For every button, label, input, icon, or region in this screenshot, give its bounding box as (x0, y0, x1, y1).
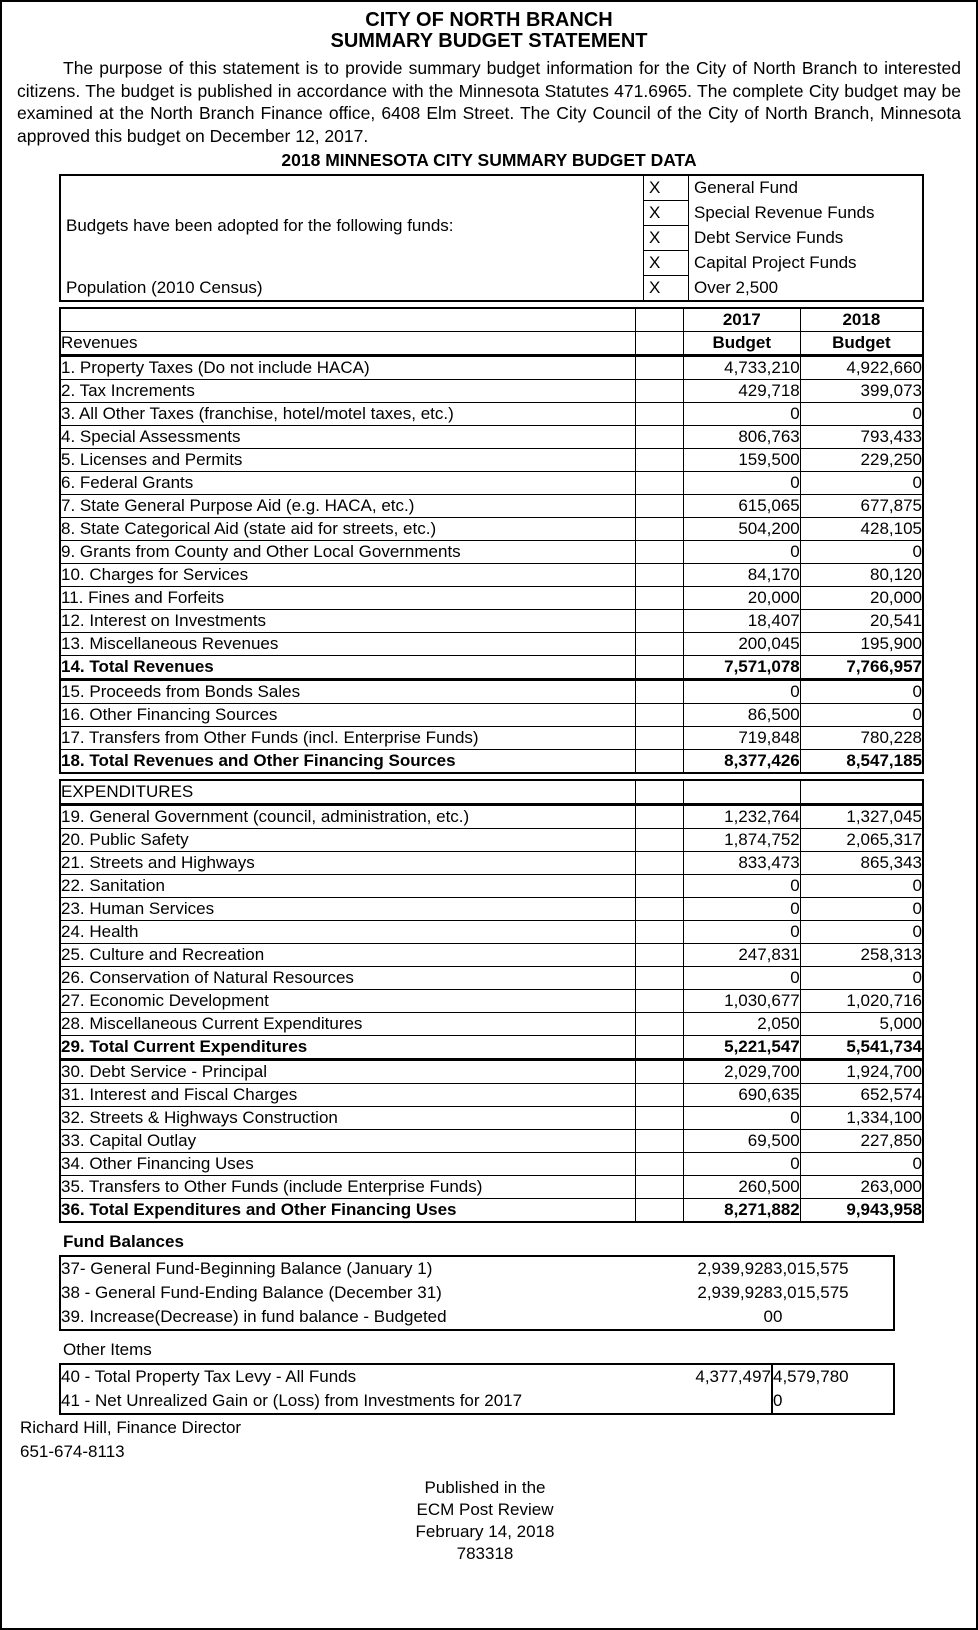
row-gap (636, 633, 684, 656)
row-value-2017: 0 (684, 898, 801, 921)
row-value-2017: 20,000 (684, 587, 801, 610)
row-gap (636, 898, 684, 921)
published-line-2: ECM Post Review (416, 1500, 554, 1519)
row-gap (636, 1013, 684, 1036)
row-value-2017: 0 (684, 403, 801, 426)
row-label: 18. Total Revenues and Other Financing Sources (61, 750, 636, 772)
row-gap (636, 357, 684, 380)
row-gap (636, 829, 684, 852)
row-gap (636, 1130, 684, 1153)
row-gap (636, 1036, 684, 1061)
title-line-2: SUMMARY BUDGET STATEMENT (330, 30, 648, 52)
row-value-2018: 0 (801, 1153, 922, 1176)
row-label: 25. Culture and Recreation (61, 944, 636, 967)
fund-checkbox-special-revenue-funds[interactable]: X (644, 201, 689, 226)
row-value-2018: 4,579,780 (773, 1367, 849, 1386)
row-label: 6. Federal Grants (61, 472, 636, 495)
table-row (61, 426, 922, 449)
table-row (61, 610, 922, 633)
row-label: 22. Sanitation (61, 875, 636, 898)
row-value-2018: 677,875 (801, 495, 922, 518)
row-value-2018: 0 (801, 875, 922, 898)
row-value-2017: 504,200 (684, 518, 801, 541)
row-gap (636, 990, 684, 1013)
row-value-2017: 0 (684, 967, 801, 990)
funds-prompt: Budgets have been adopted for the following funds: (66, 215, 454, 235)
column-subheader-2018-budget: Budget (801, 332, 922, 357)
table-row (61, 1130, 922, 1153)
header-blank-cell (61, 309, 636, 332)
expenditures-section-label: EXPENDITURES (61, 781, 636, 806)
row-value-2017: 429,718 (684, 380, 801, 403)
row-value-2018: 258,313 (801, 944, 922, 967)
row-value-2017: 1,232,764 (684, 806, 801, 829)
table-row (61, 1084, 922, 1107)
row-value-2018: 0 (801, 403, 922, 426)
row-value-2018: 0 (773, 1305, 894, 1330)
row-value-2018: 3,015,575 (773, 1283, 849, 1302)
column-header-2017: 2017 (684, 309, 801, 332)
row-value-2017: 159,500 (684, 449, 801, 472)
fund-label-capital-project-funds: Capital Project Funds (694, 253, 857, 272)
table-row (60, 1364, 894, 1389)
row-label: 23. Human Services (61, 898, 636, 921)
row-gap (636, 704, 684, 727)
row-value-2018: 428,105 (801, 518, 922, 541)
table-row-total (61, 1036, 922, 1061)
table-row (60, 1256, 894, 1281)
row-value-2017: 18,407 (684, 610, 801, 633)
other-items-heading: Other Items (63, 1340, 152, 1359)
row-label: 34. Other Financing Uses (61, 1153, 636, 1176)
row-label: 21. Streets and Highways (61, 852, 636, 875)
row-value-2018: 227,850 (801, 1130, 922, 1153)
funds-row (60, 175, 923, 201)
header-gap-cell (636, 332, 684, 357)
row-value-2017: 0 (684, 1107, 801, 1130)
row-gap (636, 1061, 684, 1084)
row-gap (636, 967, 684, 990)
row-value-2017: 260,500 (684, 1176, 801, 1199)
row-value-2017: 1,030,677 (684, 990, 801, 1013)
intro-paragraph: The purpose of this statement is to provide summary budget information for the City of North Branch to interested citizens. The budget is published in accordance with the Minnesota Statutes 471.6965. The complete City budget may be examined at the North Branch Finance office, 6408 Elm Street. The City Council of the City of North Branch, Minnesota approved this budget on December 12, 2017. (17, 58, 961, 146)
other-items-table (59, 1363, 895, 1415)
row-label: 4. Special Assessments (61, 426, 636, 449)
row-label: 33. Capital Outlay (61, 1130, 636, 1153)
row-value-2017: 690,635 (684, 1084, 801, 1107)
table-row-total (61, 750, 922, 772)
row-value-2018: 5,000 (801, 1013, 922, 1036)
table-row (61, 898, 922, 921)
row-value-2018: 793,433 (801, 426, 922, 449)
header-gap-cell (636, 309, 684, 332)
row-label: 36. Total Expenditures and Other Financing Uses (61, 1199, 636, 1221)
row-value-2017: 4,733,210 (684, 357, 801, 380)
row-value-2018: 0 (801, 541, 922, 564)
row-value-2018: 0 (801, 472, 922, 495)
row-value-2018: 652,574 (801, 1084, 922, 1107)
row-label: 31. Interest and Fiscal Charges (61, 1084, 636, 1107)
table-header-row-budget (61, 332, 922, 357)
row-gap (636, 1084, 684, 1107)
fund-checkbox-general-fund[interactable]: X (644, 175, 689, 201)
table-row (61, 403, 922, 426)
row-value-2018: 80,120 (801, 564, 922, 587)
row-label: 29. Total Current Expenditures (61, 1036, 636, 1061)
row-label: 14. Total Revenues (61, 656, 636, 681)
table-row (61, 1107, 922, 1130)
finance-director-name: Richard Hill, Finance Director (20, 1418, 242, 1437)
row-value-2018: 0 (801, 967, 922, 990)
table-row (61, 564, 922, 587)
column-subheader-2017-budget: Budget (684, 332, 801, 357)
row-value-2018: 1,334,100 (801, 1107, 922, 1130)
row-value-2017: 200,045 (684, 633, 801, 656)
fund-label-general-fund: General Fund (694, 178, 798, 198)
table-row (61, 875, 922, 898)
row-value-2018: 0 (772, 1389, 894, 1414)
row-value-2018: 865,343 (801, 852, 922, 875)
row-value-2018: 20,541 (801, 610, 922, 633)
revenues-table-wrap (59, 307, 962, 774)
row-value-2017: 2,939,928 (697, 1283, 773, 1302)
row-gap (636, 852, 684, 875)
row-value-2017: 0 (684, 472, 801, 495)
row-label: 15. Proceeds from Bonds Sales (61, 681, 636, 704)
table-row (61, 829, 922, 852)
row-value-2017: 2,050 (684, 1013, 801, 1036)
row-gap (636, 921, 684, 944)
row-gap (636, 781, 684, 806)
table-row (61, 921, 922, 944)
row-value-2017 (615, 1389, 772, 1414)
row-value-2017: 247,831 (684, 944, 801, 967)
table-row (61, 990, 922, 1013)
row-value-2017: 0 (684, 541, 801, 564)
row-value-2017: 2,029,700 (684, 1061, 801, 1084)
row-label: 10. Charges for Services (61, 564, 636, 587)
table-row (61, 1176, 922, 1199)
fund-label-debt-service-funds: Debt Service Funds (694, 228, 844, 247)
row-value-2017: 0 (684, 921, 801, 944)
table-row (61, 704, 922, 727)
row-value-2018: 7,766,957 (801, 656, 922, 681)
row-value-2017: 86,500 (684, 704, 801, 727)
row-gap (636, 1199, 684, 1221)
row-label: 11. Fines and Forfeits (61, 587, 636, 610)
row-label: 27. Economic Development (61, 990, 636, 1013)
column-header-2018: 2018 (801, 309, 922, 332)
row-label: 40 - Total Property Tax Levy - All Funds (61, 1367, 357, 1386)
fund-balances-table (59, 1255, 895, 1331)
row-gap (636, 541, 684, 564)
row-gap (636, 1153, 684, 1176)
row-gap (636, 403, 684, 426)
row-label: 2. Tax Increments (61, 380, 636, 403)
row-value-2018: 20,000 (801, 587, 922, 610)
row-label: 13. Miscellaneous Revenues (61, 633, 636, 656)
row-label: 20. Public Safety (61, 829, 636, 852)
row-value-2017: 0 (645, 1305, 773, 1330)
fund-checkbox-over-2500[interactable]: X (644, 276, 689, 302)
table-row (61, 633, 922, 656)
page-title (16, 10, 962, 52)
table-row (61, 541, 922, 564)
row-value-2018: 0 (801, 898, 922, 921)
expenditures-table (59, 779, 924, 1223)
funds-row-population (60, 276, 923, 302)
row-value-2017: 5,221,547 (684, 1036, 801, 1061)
row-gap (636, 656, 684, 681)
published-line-3: February 14, 2018 (415, 1522, 555, 1541)
row-gap (636, 806, 684, 829)
row-value-2017: 69,500 (684, 1130, 801, 1153)
row-label: 32. Streets & Highways Construction (61, 1107, 636, 1130)
row-gap (636, 472, 684, 495)
row-gap (636, 610, 684, 633)
table-row (61, 449, 922, 472)
row-label: 17. Transfers from Other Funds (incl. Enterprise Funds) (61, 727, 636, 750)
row-gap (636, 518, 684, 541)
revenues-table (59, 307, 924, 774)
fund-checkbox-capital-project-funds[interactable]: X (644, 251, 689, 276)
row-value-2017: 7,571,078 (684, 656, 801, 681)
table-row (60, 1389, 894, 1414)
row-value-2017: 84,170 (684, 564, 801, 587)
row-value-2018: 780,228 (801, 727, 922, 750)
row-value-2018: 2,065,317 (801, 829, 922, 852)
row-value-2017: 0 (684, 1153, 801, 1176)
table-row (61, 1013, 922, 1036)
expenditures-header-blank-2017 (684, 781, 801, 806)
expenditures-section-row (61, 781, 922, 806)
row-label: 41 - Net Unrealized Gain or (Loss) from Investments for 2017 (60, 1389, 615, 1414)
row-label: 28. Miscellaneous Current Expenditures (61, 1013, 636, 1036)
published-line-1: Published in the (424, 1478, 546, 1497)
row-value-2017: 2,939,928 (697, 1259, 773, 1278)
table-row (61, 806, 922, 829)
row-value-2017: 719,848 (684, 727, 801, 750)
row-gap (636, 380, 684, 403)
row-gap (636, 564, 684, 587)
row-label: 26. Conservation of Natural Resources (61, 967, 636, 990)
table-row (61, 518, 922, 541)
row-value-2018: 1,924,700 (801, 1061, 922, 1084)
table-row (61, 587, 922, 610)
row-gap (636, 495, 684, 518)
revenues-section-label: Revenues (61, 332, 636, 357)
row-label: 1. Property Taxes (Do not include HACA) (61, 357, 636, 380)
row-gap (636, 449, 684, 472)
table-row (61, 727, 922, 750)
expenditures-header-blank-2018 (801, 781, 922, 806)
expenditures-table-wrap (59, 779, 962, 1223)
row-gap (636, 875, 684, 898)
row-label: 35. Transfers to Other Funds (include Enterprise Funds) (61, 1176, 636, 1199)
row-value-2017: 615,065 (684, 495, 801, 518)
table-row (61, 380, 922, 403)
row-value-2018: 1,020,716 (801, 990, 922, 1013)
row-value-2018: 4,922,660 (801, 357, 922, 380)
table-row (61, 852, 922, 875)
row-value-2017: 1,874,752 (684, 829, 801, 852)
fund-checkbox-debt-service-funds[interactable]: X (644, 226, 689, 251)
row-value-2018: 8,547,185 (801, 750, 922, 772)
table-row (60, 1305, 894, 1330)
table-row (60, 1281, 894, 1305)
row-label: 19. General Government (council, administration, etc.) (61, 806, 636, 829)
row-gap (636, 727, 684, 750)
row-label: 38 - General Fund-Ending Balance (December 31) (61, 1283, 442, 1302)
row-value-2017: 0 (684, 681, 801, 704)
row-gap (636, 750, 684, 772)
table-header-row-years (61, 309, 922, 332)
row-label: 5. Licenses and Permits (61, 449, 636, 472)
fund-label-over-2500: Over 2,500 (694, 277, 779, 297)
table-row (61, 1061, 922, 1084)
row-value-2018: 229,250 (801, 449, 922, 472)
table-row (61, 357, 922, 380)
row-label: 37- General Fund-Beginning Balance (January 1) (61, 1259, 433, 1278)
row-label: 8. State Categorical Aid (state aid for streets, etc.) (61, 518, 636, 541)
published-reference-number: 783318 (456, 1544, 514, 1563)
row-gap (636, 944, 684, 967)
row-label: 24. Health (61, 921, 636, 944)
row-label: 9. Grants from County and Other Local Governments (61, 541, 636, 564)
row-value-2018: 3,015,575 (773, 1259, 849, 1278)
table-row (61, 495, 922, 518)
row-value-2017: 806,763 (684, 426, 801, 449)
row-label: 7. State General Purpose Aid (e.g. HACA, etc.) (61, 495, 636, 518)
row-value-2018: 9,943,958 (801, 1199, 922, 1221)
table-row-total (61, 656, 922, 681)
table-row-total (61, 1199, 922, 1221)
row-gap (636, 1176, 684, 1199)
publication-block (16, 1477, 962, 1565)
row-value-2017: 8,377,426 (684, 750, 801, 772)
row-gap (636, 587, 684, 610)
row-value-2018: 1,327,045 (801, 806, 922, 829)
row-value-2017: 4,377,497 (615, 1364, 772, 1389)
row-value-2018: 0 (801, 681, 922, 704)
table-row (61, 1153, 922, 1176)
row-value-2017: 833,473 (684, 852, 801, 875)
row-value-2017: 0 (684, 875, 801, 898)
row-gap (636, 426, 684, 449)
row-label: 3. All Other Taxes (franchise, hotel/motel taxes, etc.) (61, 403, 636, 426)
row-gap (636, 1107, 684, 1130)
table-row (61, 967, 922, 990)
row-value-2018: 0 (801, 921, 922, 944)
population-label: Population (2010 Census) (66, 277, 263, 297)
row-label: 39. Increase(Decrease) in fund balance - Budgeted (60, 1305, 645, 1330)
table-row (61, 944, 922, 967)
title-line-1: CITY OF NORTH BRANCH (365, 9, 613, 31)
finance-director-phone: 651-674-8113 (20, 1442, 125, 1461)
row-label: 12. Interest on Investments (61, 610, 636, 633)
fund-label-special-revenue-funds: Special Revenue Funds (694, 203, 875, 222)
table-row (61, 472, 922, 495)
table-row (61, 681, 922, 704)
row-label: 16. Other Financing Sources (61, 704, 636, 727)
row-value-2018: 5,541,734 (801, 1036, 922, 1061)
fund-balances-heading: Fund Balances (63, 1232, 184, 1251)
funds-adopted-box (59, 174, 962, 302)
row-value-2018: 399,073 (801, 380, 922, 403)
row-value-2018: 263,000 (801, 1176, 922, 1199)
row-gap (636, 681, 684, 704)
row-label: 30. Debt Service - Principal (61, 1061, 636, 1084)
row-value-2018: 0 (801, 704, 922, 727)
row-value-2018: 195,900 (801, 633, 922, 656)
row-value-2017: 8,271,882 (684, 1199, 801, 1221)
budget-data-heading: 2018 MINNESOTA CITY SUMMARY BUDGET DATA (281, 150, 697, 170)
